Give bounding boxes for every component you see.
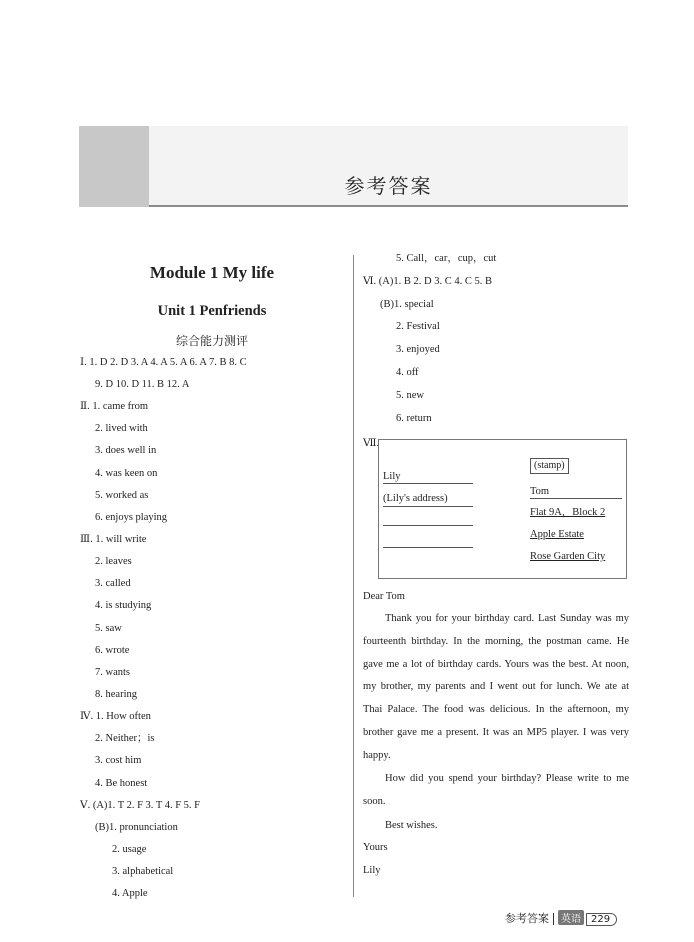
answer-line: 7. wants — [95, 667, 130, 678]
answer-line: 4. Apple — [112, 888, 148, 899]
answer-line: 5. saw — [95, 623, 122, 634]
letter-closing: Best wishes. — [385, 820, 438, 831]
answer-line: 4. Be honest — [95, 778, 148, 789]
answer-line: 3. called — [95, 578, 131, 589]
page-number: 229 — [586, 913, 617, 926]
answer-line: 9. D 10. D 11. B 12. A — [95, 379, 190, 390]
answer-line: 6. return — [396, 413, 432, 424]
module-title: Module 1 My life — [149, 263, 275, 282]
subject-badge: 英语 — [558, 910, 584, 925]
address-line — [383, 483, 473, 484]
section-title: 综合能力测评 — [175, 334, 248, 348]
answer-line: 3. does well in — [95, 445, 157, 456]
recipient-line: Rose Garden City — [530, 551, 606, 562]
answer-line: 5. Call，car，cup，cut — [396, 253, 497, 264]
answer-line: 2. Neither；is — [95, 733, 155, 744]
page-footer — [505, 910, 617, 926]
recipient-name: Tom — [530, 486, 550, 497]
answer-line: 8. hearing — [95, 689, 137, 700]
answer-line: Ⅰ. 1. D 2. D 3. A 4. A 5. A 6. A 7. B 8. C — [80, 357, 247, 368]
answer-line: Ⅴ. (A)1. T 2. F 3. T 4. F 5. F — [80, 800, 200, 811]
answer-line: 4. was keen on — [95, 468, 158, 479]
footer-divider — [553, 913, 554, 925]
answer-line: 4. is studying — [95, 600, 152, 611]
page-title: 参考答案 — [344, 174, 433, 198]
answer-line: 6. enjoys playing — [95, 512, 168, 523]
address-line — [383, 506, 473, 507]
envelope-box — [378, 439, 627, 579]
answer-line: 4. off — [396, 367, 419, 378]
address-line — [383, 525, 473, 526]
answer-line: Ⅲ. 1. will write — [80, 534, 147, 545]
section-vii-label: Ⅶ. — [363, 438, 380, 449]
address-line — [530, 498, 622, 499]
letter-signoff: Yours — [363, 842, 388, 853]
letter-greeting: Dear Tom — [363, 591, 405, 602]
answer-line: Ⅱ. 1. came from — [80, 401, 149, 412]
answer-line: (B)1. pronunciation — [95, 822, 178, 833]
answer-line: 2. Festival — [396, 321, 440, 332]
sender-name: Lily — [383, 471, 401, 482]
answer-line: 3. alphabetical — [112, 866, 174, 877]
letter-signature: Lily — [363, 865, 381, 876]
address-line — [383, 547, 473, 548]
answer-line: 6. wrote — [95, 645, 130, 656]
footer-label: 参考答案 — [505, 912, 549, 925]
letter-body-1: Thank you for your birthday card. Last Sunday was my fourteenth birthday. In the morning, the postman came. He gave me a lot of birthday cards. Yours was the best. At noon, my brother, my parents and I went out for lunch. We ate at Thai Palace. The food was delicious. In the afternoon, my brother gave me a present. It was an MP5 player. I was very happy. — [363, 613, 629, 761]
answer-line: 3. cost him — [95, 755, 142, 766]
title-banner — [79, 126, 628, 207]
answer-line: 3. enjoyed — [396, 344, 440, 355]
answer-line: 5. new — [396, 390, 424, 401]
stamp-box: (stamp) — [530, 458, 569, 474]
answer-line: 2. usage — [112, 844, 147, 855]
answer-line: 5. worked as — [95, 490, 149, 501]
letter-body-2: How did you spend your birthday? Please write to me soon. — [363, 773, 629, 807]
unit-title: Unit 1 Penfriends — [157, 303, 267, 319]
sender-address: (Lily's address) — [383, 493, 448, 504]
answer-line: Ⅵ. (A)1. B 2. D 3. C 4. C 5. B — [363, 276, 492, 287]
answer-line: 2. lived with — [95, 423, 148, 434]
answer-line: (B)1. special — [380, 299, 434, 310]
answer-line: 2. leaves — [95, 556, 132, 567]
banner-box — [149, 126, 628, 207]
answer-line: Ⅳ. 1. How often — [80, 711, 151, 722]
recipient-line: Flat 9A，Block 2 — [530, 507, 606, 518]
recipient-line: Apple Estate — [530, 529, 584, 540]
banner-grey-block — [79, 126, 149, 207]
column-divider — [353, 255, 354, 897]
